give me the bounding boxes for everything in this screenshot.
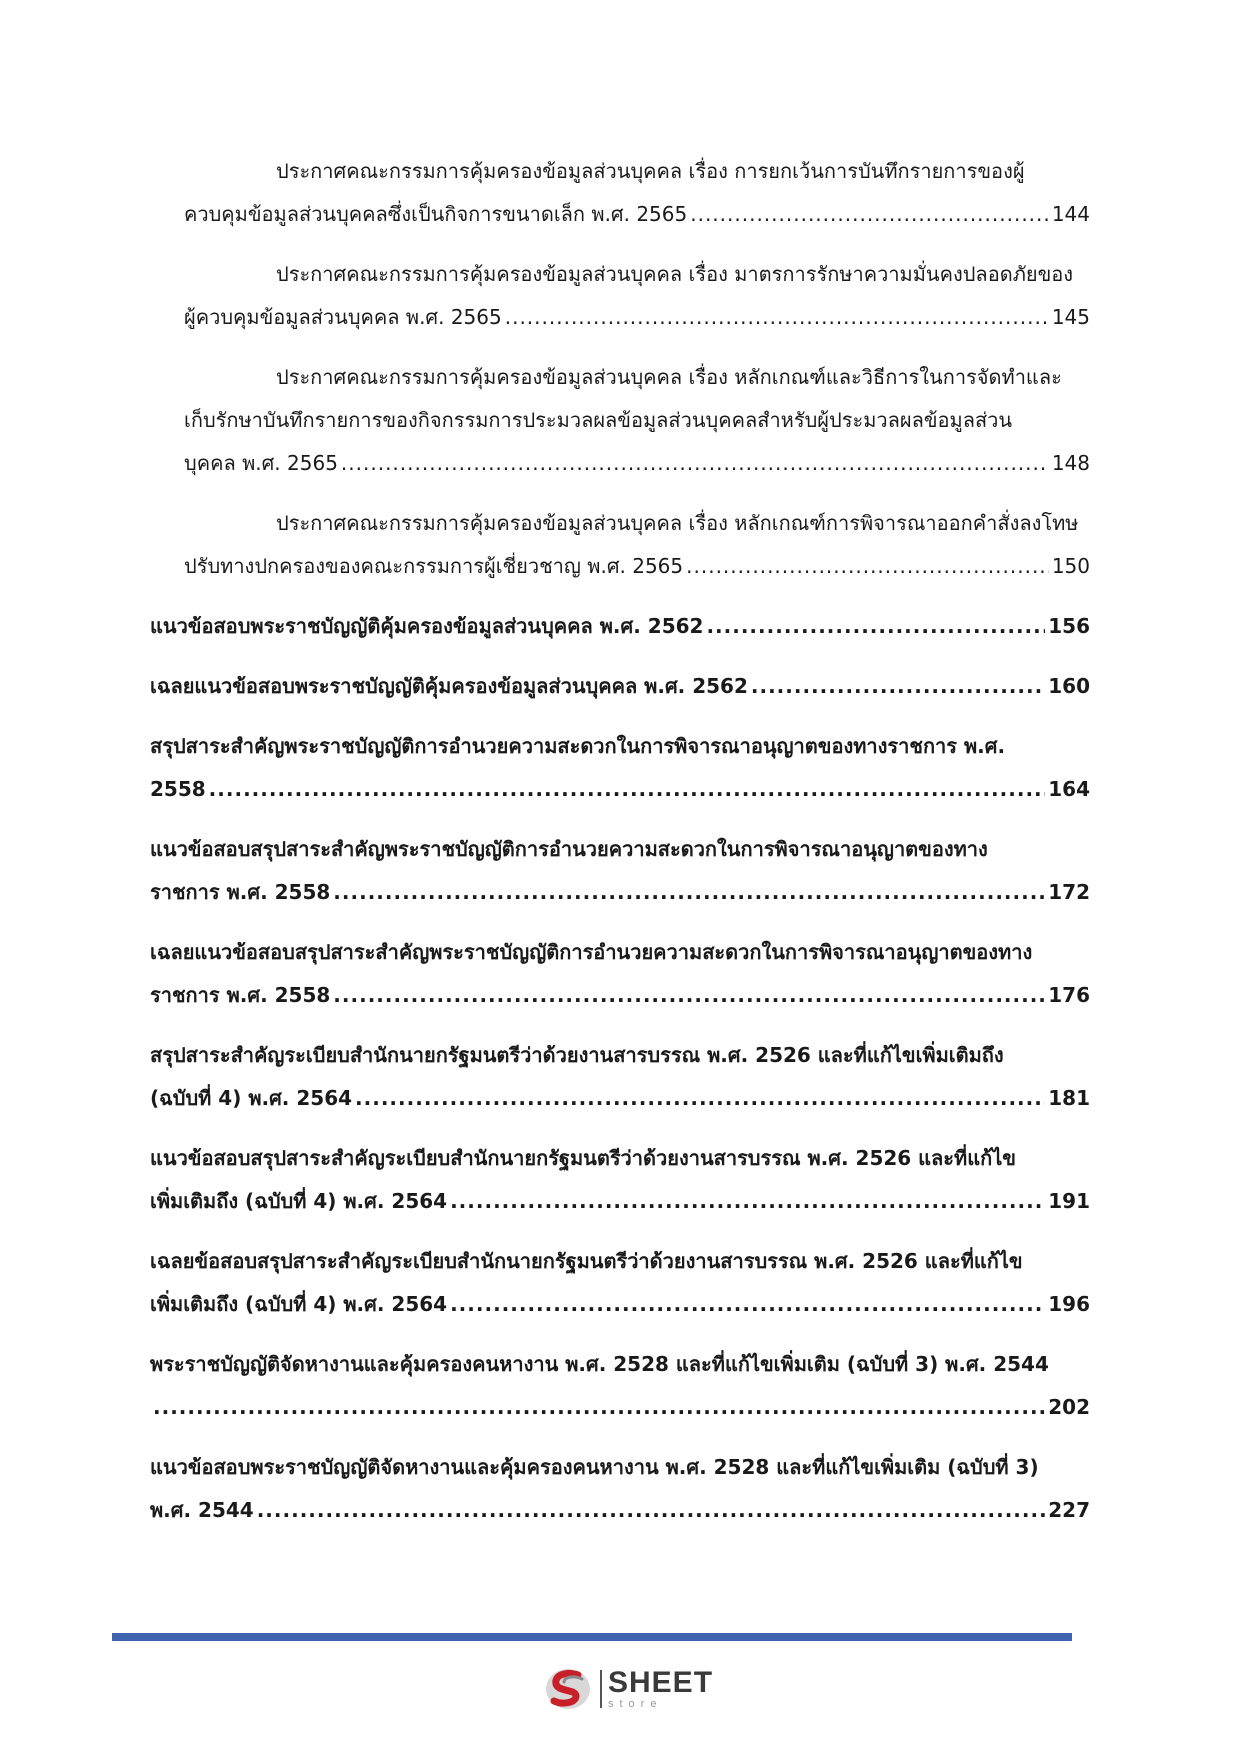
table-of-contents — [150, 150, 1090, 1549]
toc-page-number: 144 — [1051, 202, 1090, 226]
toc-entry-title-line: สรุปสาระสำคัญพระราชบัญญัติการอำนวยความสะดวกในการพิจารณาอนุญาตของทางราชการ พ.ศ. — [150, 734, 1006, 758]
toc-entry[interactable] — [150, 356, 1090, 485]
toc-page-number: 148 — [1051, 451, 1090, 475]
toc-page-number: 145 — [1051, 305, 1090, 329]
toc-entry-title-line: แนวข้อสอบสรุปสาระสำคัญพระราชบัญญัติการอำนวยความสะดวกในการพิจารณาอนุญาตของทาง — [150, 837, 988, 861]
toc-entry[interactable] — [150, 828, 1090, 914]
dot-leader — [333, 974, 1045, 1017]
dot-leader — [333, 871, 1045, 914]
toc-page-number: 191 — [1048, 1189, 1090, 1213]
dot-leader — [341, 442, 1049, 485]
toc-entry-title-line: เฉลยแนวข้อสอบพระราชบัญญัติคุ้มครองข้อมูลส่วนบุคคล พ.ศ. 2562 — [150, 674, 748, 698]
toc-entry-title-line: ประกาศคณะกรรมการคุ้มครองข้อมูลส่วนบุคคล เรื่อง หลักเกณฑ์และวิธีการในการจัดทำและ — [276, 365, 1062, 389]
toc-entry-title-line: เพิ่มเติมถึง (ฉบับที่ 4) พ.ศ. 2564 — [150, 1189, 448, 1213]
toc-page-number: 156 — [1048, 614, 1090, 638]
toc-entry-title-line: แนวข้อสอบพระราชบัญญัติจัดหางานและคุ้มครองคนหางาน พ.ศ. 2528 และที่แก้ไขเพิ่มเติม (ฉบับที่ 3) — [150, 1455, 1039, 1479]
toc-page-number: 202 — [1048, 1395, 1090, 1419]
toc-entry-title-line: ควบคุมข้อมูลส่วนบุคคลซึ่งเป็นกิจการขนาดเล็ก พ.ศ. 2565 — [184, 202, 688, 226]
toc-page-number: 176 — [1048, 983, 1090, 1007]
dot-leader — [690, 193, 1049, 236]
toc-entry-title-line: แนวข้อสอบสรุปสาระสำคัญระเบียบสำนักนายกรัฐมนตรีว่าด้วยงานสารบรรณ พ.ศ. 2526 และที่แก้ไข — [150, 1146, 1016, 1170]
toc-entry-title-line: พระราชบัญญัติจัดหางานและคุ้มครองคนหางาน พ.ศ. 2528 และที่แก้ไขเพิ่มเติม (ฉบับที่ 3) พ.ศ. 2544 — [150, 1352, 1049, 1376]
toc-page-number: 196 — [1048, 1292, 1090, 1316]
toc-page-number: 164 — [1048, 777, 1090, 801]
dot-leader — [355, 1077, 1045, 1120]
sheet-store-logo — [544, 1664, 724, 1714]
toc-page-number: 227 — [1048, 1498, 1090, 1522]
toc-page-number: 160 — [1048, 674, 1090, 698]
logo-subtext: store — [608, 1698, 663, 1710]
logo-s-icon — [544, 1665, 594, 1713]
toc-entry[interactable] — [150, 1343, 1090, 1429]
toc-entry-title-line: ผู้ควบคุมข้อมูลส่วนบุคคล พ.ศ. 2565 — [184, 305, 502, 329]
toc-entry[interactable] — [150, 150, 1090, 236]
dot-leader — [706, 605, 1045, 648]
toc-entry[interactable] — [150, 253, 1090, 339]
toc-entry-title-line: ประกาศคณะกรรมการคุ้มครองข้อมูลส่วนบุคคล เรื่อง การยกเว้นการบันทึกรายการของผู้ — [276, 159, 1025, 183]
toc-page-number: 150 — [1051, 554, 1090, 578]
dot-leader — [450, 1283, 1045, 1326]
toc-entry-title-line: แนวข้อสอบพระราชบัญญัติคุ้มครองข้อมูลส่วนบุคคล พ.ศ. 2562 — [150, 614, 704, 638]
toc-entry-title-line: ราชการ พ.ศ. 2558 — [150, 983, 331, 1007]
toc-entry[interactable] — [150, 1240, 1090, 1326]
toc-entry-title-line: บุคคล พ.ศ. 2565 — [184, 451, 338, 475]
toc-entry-title-line: ราชการ พ.ศ. 2558 — [150, 880, 331, 904]
dot-leader — [450, 1180, 1045, 1223]
toc-entry[interactable] — [150, 665, 1090, 708]
toc-entry-title-line: ปรับทางปกครองของคณะกรรมการผู้เชี่ยวชาญ พ.ศ. 2565 — [184, 554, 684, 578]
toc-entry[interactable] — [150, 605, 1090, 648]
dot-leader — [153, 1386, 1045, 1429]
dot-leader — [209, 768, 1046, 811]
toc-entry[interactable] — [150, 1446, 1090, 1532]
toc-entry-title-line: 2558 — [150, 777, 206, 801]
toc-entry-title-line: ประกาศคณะกรรมการคุ้มครองข้อมูลส่วนบุคคล เรื่อง หลักเกณฑ์การพิจารณาออกคำสั่งลงโทษ — [276, 511, 1079, 535]
dot-leader — [686, 545, 1049, 588]
toc-entry-title-line: เฉลยข้อสอบสรุปสาระสำคัญระเบียบสำนักนายกรัฐมนตรีว่าด้วยงานสารบรรณ พ.ศ. 2526 และที่แก้ไข — [150, 1249, 1023, 1273]
toc-entry[interactable] — [150, 725, 1090, 811]
toc-entry[interactable] — [150, 1137, 1090, 1223]
dot-leader — [257, 1489, 1046, 1532]
toc-entry-title-line: (ฉบับที่ 4) พ.ศ. 2564 — [150, 1086, 353, 1110]
toc-page-number: 181 — [1048, 1086, 1090, 1110]
toc-entry-title-line: เก็บรักษาบันทึกรายการของกิจกรรมการประมวลผลข้อมูลส่วนบุคคลสำหรับผู้ประมวลผลข้อมูลส่วน — [184, 408, 1013, 432]
toc-entry[interactable] — [150, 1034, 1090, 1120]
toc-page-number: 172 — [1048, 880, 1090, 904]
footer-rule — [112, 1633, 1072, 1641]
dot-leader — [751, 665, 1045, 708]
toc-entry-title-line: พ.ศ. 2544 — [150, 1498, 254, 1522]
toc-entry[interactable] — [150, 502, 1090, 588]
logo-divider — [600, 1670, 602, 1708]
toc-entry-title-line: เฉลยแนวข้อสอบสรุปสาระสำคัญพระราชบัญญัติการอำนวยความสะดวกในการพิจารณาอนุญาตของทาง — [150, 940, 1033, 964]
toc-entry-title-line: ประกาศคณะกรรมการคุ้มครองข้อมูลส่วนบุคคล เรื่อง มาตรการรักษาความมั่นคงปลอดภัยของ — [276, 262, 1074, 286]
toc-entry-title-line: เพิ่มเติมถึง (ฉบับที่ 4) พ.ศ. 2564 — [150, 1292, 448, 1316]
toc-entry-title-line: สรุปสาระสำคัญระเบียบสำนักนายกรัฐมนตรีว่าด้วยงานสารบรรณ พ.ศ. 2526 และที่แก้ไขเพิ่มเติมถึง — [150, 1043, 1004, 1067]
dot-leader — [505, 296, 1049, 339]
toc-entry[interactable] — [150, 931, 1090, 1017]
logo-wordmark: SHEET — [608, 1666, 714, 1699]
